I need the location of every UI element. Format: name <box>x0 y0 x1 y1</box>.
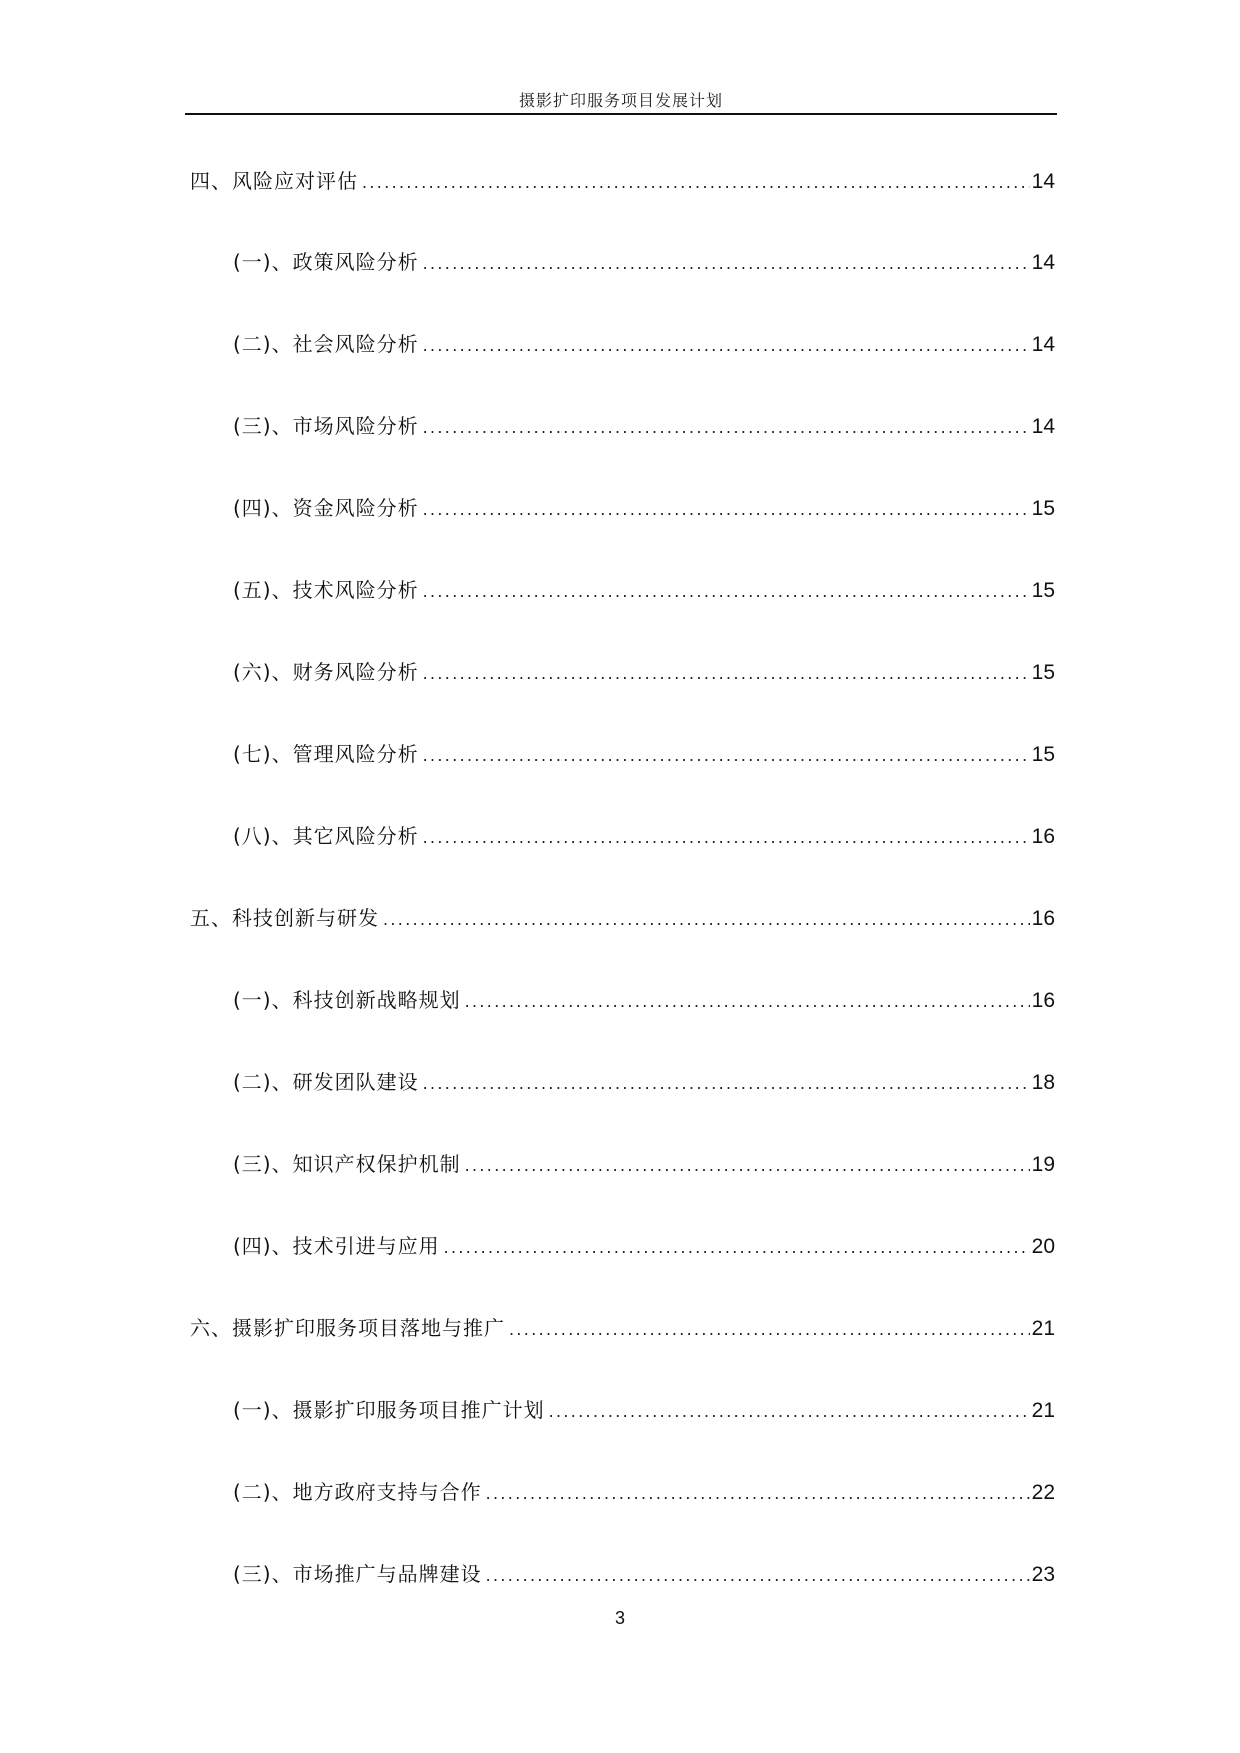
toc-entry[interactable] <box>233 575 1055 605</box>
toc-entry-title: (一)、政策风险分析 <box>233 250 419 274</box>
toc-entry-page: 23 <box>1031 1563 1055 1586</box>
toc-entry[interactable] <box>233 657 1055 687</box>
toc-entry-title: (七)、管理风险分析 <box>233 742 419 766</box>
toc-entry-page: 15 <box>1031 497 1055 520</box>
toc-entry-page: 15 <box>1031 743 1055 766</box>
toc-entry-title: 五、科技创新与研发 <box>190 906 379 930</box>
dot-leader <box>549 1396 1030 1426</box>
toc-entry-page: 19 <box>1031 1153 1055 1176</box>
toc-entry-page: 16 <box>1031 825 1055 848</box>
dot-leader <box>423 1068 1030 1098</box>
toc-entry-page: 14 <box>1031 251 1055 274</box>
toc-entry-page: 20 <box>1031 1235 1055 1258</box>
toc-entry-page: 16 <box>1031 907 1055 930</box>
dot-leader <box>486 1478 1030 1508</box>
toc-entry-page: 14 <box>1031 333 1055 356</box>
toc-entry-title: (四)、技术引进与应用 <box>233 1234 440 1258</box>
header-divider <box>185 113 1057 115</box>
toc-entry[interactable] <box>233 247 1055 277</box>
dot-leader <box>362 167 1030 197</box>
toc-entry-title: 六、摄影扩印服务项目落地与推广 <box>190 1316 505 1340</box>
dot-leader <box>465 986 1030 1016</box>
toc-entry-title: (一)、摄影扩印服务项目推广计划 <box>233 1398 545 1422</box>
dot-leader <box>509 1314 1030 1344</box>
toc-entry-page: 15 <box>1031 579 1055 602</box>
toc-entry[interactable] <box>233 1231 1055 1261</box>
toc-entry[interactable] <box>233 1477 1055 1507</box>
toc-entry-title: 四、风险应对评估 <box>190 169 358 193</box>
toc-entry[interactable] <box>190 1313 1055 1343</box>
toc-entry-title: (二)、研发团队建设 <box>233 1070 419 1094</box>
page-header-title: 摄影扩印服务项目发展计划 <box>518 91 723 110</box>
toc-entry[interactable] <box>233 1067 1055 1097</box>
toc-entry[interactable] <box>190 166 1055 196</box>
toc-entry[interactable] <box>233 1395 1055 1425</box>
toc-entry-title: (三)、市场风险分析 <box>233 414 419 438</box>
toc-entry-title: (二)、地方政府支持与合作 <box>233 1480 482 1504</box>
toc-entry-title: (一)、科技创新战略规划 <box>233 988 461 1012</box>
toc-entry-title: (八)、其它风险分析 <box>233 824 419 848</box>
toc-entry-title: (三)、知识产权保护机制 <box>233 1152 461 1176</box>
toc-entry-title: (四)、资金风险分析 <box>233 496 419 520</box>
toc-entry[interactable] <box>190 903 1055 933</box>
toc-entry-title: (二)、社会风险分析 <box>233 332 419 356</box>
toc-entry[interactable] <box>233 1559 1055 1589</box>
toc-entry-page: 22 <box>1031 1481 1055 1504</box>
toc-entry[interactable] <box>233 739 1055 769</box>
toc-entry[interactable] <box>233 329 1055 359</box>
toc-entry-page: 14 <box>1031 170 1055 193</box>
toc-entry[interactable] <box>233 493 1055 523</box>
toc-entry-page: 18 <box>1031 1071 1055 1094</box>
dot-leader <box>486 1560 1030 1590</box>
dot-leader <box>423 658 1030 688</box>
toc-entry-title: (三)、市场推广与品牌建设 <box>233 1562 482 1586</box>
toc-entry-page: 15 <box>1031 661 1055 684</box>
dot-leader <box>423 248 1030 278</box>
toc-entry[interactable] <box>233 985 1055 1015</box>
toc-entry-title: (五)、技术风险分析 <box>233 578 419 602</box>
dot-leader <box>444 1232 1030 1262</box>
dot-leader <box>423 822 1030 852</box>
toc-entry-page: 16 <box>1031 989 1055 1012</box>
dot-leader <box>465 1150 1030 1180</box>
dot-leader <box>423 740 1030 770</box>
page-number: 3 <box>614 1608 625 1628</box>
toc-entry-page: 14 <box>1031 415 1055 438</box>
toc-entry[interactable] <box>233 821 1055 851</box>
dot-leader <box>383 904 1030 934</box>
dot-leader <box>423 576 1030 606</box>
toc-entry-title: (六)、财务风险分析 <box>233 660 419 684</box>
toc-entry[interactable] <box>233 411 1055 441</box>
dot-leader <box>423 330 1030 360</box>
toc-entry-page: 21 <box>1031 1399 1055 1422</box>
dot-leader <box>423 412 1030 442</box>
toc-entry[interactable] <box>233 1149 1055 1179</box>
dot-leader <box>423 494 1030 524</box>
toc-entry-page: 21 <box>1031 1317 1055 1340</box>
